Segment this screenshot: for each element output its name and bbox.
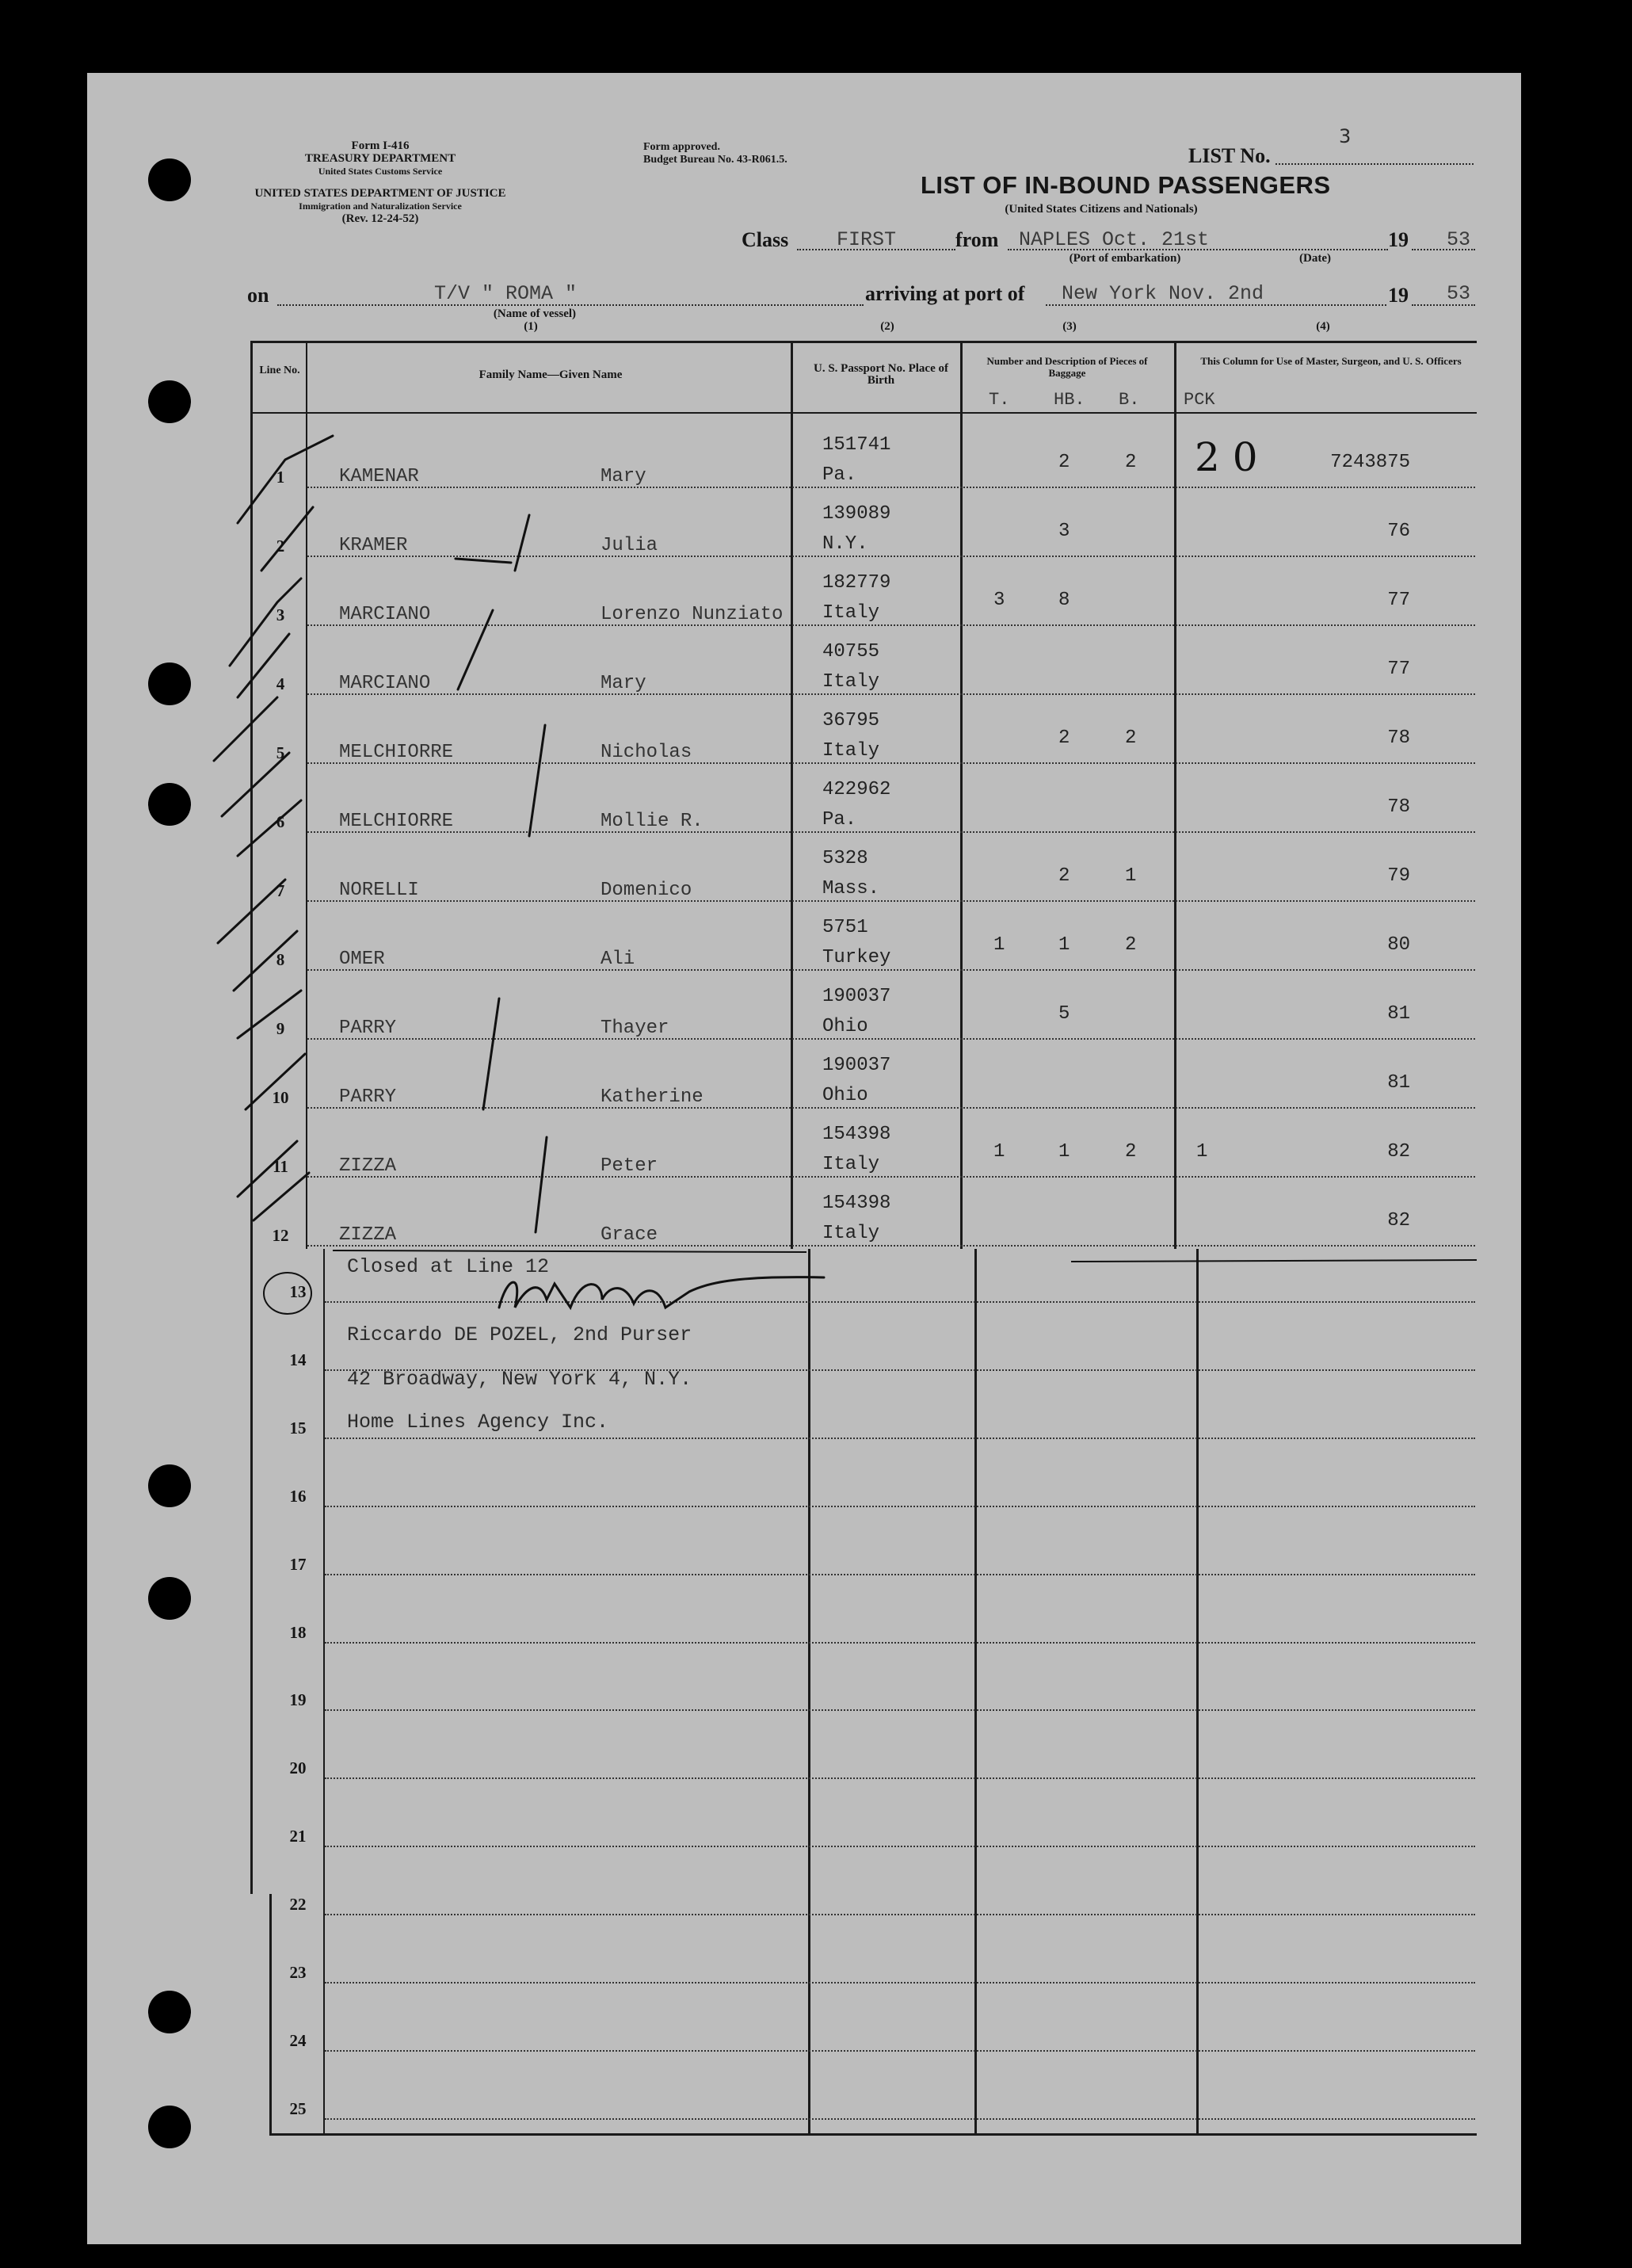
family-name: NORELLI	[339, 880, 419, 901]
col-header-baggage: Number and Description of Pieces of Baggage	[986, 355, 1148, 379]
signature	[499, 1277, 824, 1308]
place-of-birth: Ohio	[822, 1016, 868, 1037]
col-header-b: B.	[1119, 390, 1140, 410]
given-name: Katherine	[601, 1086, 704, 1108]
baggage-b: 1	[1125, 865, 1137, 887]
line-number: 3	[276, 605, 285, 624]
officer-code: 77	[1387, 590, 1410, 611]
year-prefix-1: 19	[1388, 228, 1409, 251]
line-number: 1	[276, 468, 285, 487]
line-number: 8	[276, 950, 285, 969]
col-num-3: (3)	[1062, 320, 1077, 333]
check-mark	[234, 931, 297, 991]
line-number: 23	[289, 1963, 307, 1982]
officer-handwritten-mark: 2 0	[1195, 434, 1258, 480]
passport-number: 422962	[822, 779, 891, 800]
check-mark	[238, 436, 333, 523]
agency-name: Home Lines Agency Inc.	[347, 1411, 609, 1434]
check-mark	[238, 991, 301, 1038]
passport-number: 182779	[822, 572, 891, 594]
check-mark	[238, 1141, 297, 1197]
line-number: 17	[289, 1554, 307, 1574]
officer-code: 7243875	[1330, 452, 1410, 473]
place-of-birth: Pa.	[822, 464, 857, 486]
place-of-birth: Italy	[822, 1154, 880, 1175]
line-number: 20	[289, 1758, 307, 1778]
arriving-label: arriving at port of	[865, 282, 1025, 305]
family-name: ZIZZA	[339, 1224, 397, 1246]
place-of-birth: Mass.	[822, 878, 880, 899]
col-header-name: Family Name—Given Name	[479, 368, 623, 381]
officer-code: 78	[1387, 796, 1410, 818]
baggage-hb: 1	[1058, 934, 1070, 956]
line-number: 10	[272, 1088, 289, 1107]
family-name: PARRY	[339, 1086, 397, 1108]
close-rule	[333, 1250, 806, 1252]
given-name: Julia	[601, 535, 658, 556]
baggage-b: 2	[1125, 1141, 1137, 1163]
baggage-t: 1	[993, 1141, 1005, 1163]
line-number: 15	[289, 1418, 307, 1438]
col-num-1: (1)	[524, 320, 538, 333]
baggage-b: 2	[1125, 452, 1137, 473]
closed-at-line: Closed at Line 12	[347, 1255, 550, 1278]
officer-code: 82	[1387, 1141, 1410, 1163]
form-approved: Form approved.	[643, 141, 720, 153]
from-value: NAPLES Oct. 21st	[1019, 228, 1210, 251]
baggage-b: 2	[1125, 727, 1137, 749]
baggage-hb: 5	[1058, 1003, 1070, 1025]
officer-code: 82	[1387, 1210, 1410, 1231]
place-of-birth: Italy	[822, 1223, 880, 1244]
passport-number: 139089	[822, 503, 891, 525]
list-no-value: 3	[1339, 125, 1352, 147]
line-number: 4	[276, 674, 285, 693]
check-mark	[529, 725, 545, 836]
line-number: 5	[276, 743, 285, 762]
family-name: MARCIANO	[339, 673, 431, 694]
from-label: from	[955, 228, 999, 251]
given-name: Lorenzo Nunziato	[601, 604, 784, 625]
passport-number: 154398	[822, 1124, 891, 1145]
line-number: 11	[273, 1157, 288, 1176]
officer-code: 78	[1387, 727, 1410, 749]
col-header-passport: U. S. Passport No. Place of Birth	[814, 362, 948, 387]
baggage-t: 3	[993, 590, 1005, 611]
col-num-2: (2)	[880, 320, 894, 333]
baggage-hb: 2	[1058, 865, 1070, 887]
family-name: PARRY	[339, 1018, 397, 1039]
baggage-t: 1	[993, 934, 1005, 956]
line-number: 7	[276, 881, 285, 900]
place-of-birth: Italy	[822, 740, 880, 762]
line-13-circle	[264, 1273, 311, 1314]
line-number: 2	[276, 536, 285, 556]
on-label: on	[247, 284, 269, 307]
page-title: LIST OF IN-BOUND PASSENGERS	[921, 171, 1331, 199]
check-mark	[222, 753, 289, 816]
col-header-line-no: Line No.	[259, 365, 300, 376]
budget-bureau: Budget Bureau No. 43-R061.5.	[643, 154, 787, 166]
line-number: 14	[289, 1350, 307, 1369]
check-mark	[483, 998, 499, 1109]
line-number: 13	[289, 1282, 307, 1301]
date-caption: (Date)	[1299, 252, 1331, 265]
passport-number: 5328	[822, 848, 868, 869]
purser-name: Riccardo DE POZEL, 2nd Purser	[347, 1323, 692, 1346]
line-number: 6	[276, 812, 285, 831]
close-rule	[1071, 1260, 1477, 1262]
place-of-birth: Italy	[822, 671, 880, 693]
place-of-birth: N.Y.	[822, 533, 868, 555]
passport-number: 5751	[822, 917, 868, 938]
family-name: ZIZZA	[339, 1155, 397, 1177]
check-mark	[218, 880, 285, 943]
officer-code: 81	[1387, 1072, 1410, 1094]
form-number: Form I-416	[351, 139, 410, 152]
officer-code: 80	[1387, 934, 1410, 956]
treasury-dept: TREASURY DEPARTMENT	[304, 152, 456, 165]
family-name: MARCIANO	[339, 604, 431, 625]
baggage-hb: 2	[1058, 727, 1070, 749]
check-mark	[456, 559, 511, 563]
check-mark	[230, 578, 301, 666]
family-name: MELCHIORRE	[339, 811, 454, 832]
family-name: OMER	[339, 949, 385, 970]
baggage-hb: 8	[1058, 590, 1070, 611]
officer-code: 81	[1387, 1003, 1410, 1025]
check-mark	[536, 1137, 547, 1232]
line-number: 12	[272, 1226, 289, 1245]
given-name: Mary	[601, 466, 646, 487]
check-mark	[238, 800, 301, 856]
pck-value: 1	[1196, 1141, 1208, 1163]
col-num-4: (4)	[1316, 320, 1330, 333]
passport-number: 154398	[822, 1193, 891, 1214]
passport-number: 190037	[822, 1055, 891, 1076]
place-of-birth: Turkey	[822, 947, 891, 968]
check-mark	[246, 1054, 305, 1109]
col-header-t: T.	[989, 390, 1010, 410]
family-name: MELCHIORRE	[339, 742, 454, 763]
list-no-label: LIST No.	[1188, 144, 1271, 167]
line-number: 9	[276, 1019, 285, 1038]
passport-number: 36795	[822, 710, 880, 731]
given-name: Ali	[601, 949, 635, 970]
check-mark	[458, 610, 493, 689]
passport-number: 40755	[822, 641, 880, 662]
passport-number: 190037	[822, 986, 891, 1007]
given-name: Domenico	[601, 880, 692, 901]
vessel-caption: (Name of vessel)	[493, 307, 577, 320]
class-value: FIRST	[837, 228, 897, 251]
passport-number: 151741	[822, 434, 891, 456]
baggage-hb: 2	[1058, 452, 1070, 473]
check-mark	[515, 515, 529, 571]
col-header-pck: PCK	[1184, 390, 1215, 410]
officer-code: 79	[1387, 865, 1410, 887]
year-value-2: 53	[1447, 282, 1471, 305]
place-of-birth: Italy	[822, 602, 880, 624]
officer-code: 77	[1387, 659, 1410, 680]
justice-dept: UNITED STATES DEPARTMENT OF JUSTICE	[254, 187, 506, 200]
line-number: 24	[289, 2030, 307, 2050]
given-name: Grace	[601, 1224, 658, 1246]
year-prefix-2: 19	[1388, 284, 1409, 307]
port-caption: (Port of embarkation)	[1069, 252, 1181, 265]
given-name: Peter	[601, 1155, 658, 1177]
col-header-officers: This Column for Use of Master, Surgeon, and U. S. Officers	[1200, 355, 1462, 367]
class-label: Class	[742, 228, 789, 251]
col-header-hb: HB.	[1054, 390, 1085, 410]
vessel-value: T/V " ROMA "	[434, 282, 578, 305]
line-number: 19	[289, 1690, 307, 1710]
given-name: Mary	[601, 673, 646, 694]
place-of-birth: Ohio	[822, 1085, 868, 1106]
line-number: 22	[289, 1895, 307, 1915]
given-name: Thayer	[601, 1018, 669, 1039]
ins-service: Immigration and Naturalization Service	[299, 200, 462, 212]
family-name: KRAMER	[339, 535, 408, 556]
baggage-hb: 3	[1058, 521, 1070, 542]
form-revision: (Rev. 12-24-52)	[341, 212, 419, 225]
line-number: 25	[289, 2098, 307, 2118]
arrival-port-value: New York Nov. 2nd	[1062, 282, 1264, 305]
family-name: KAMENAR	[339, 466, 419, 487]
given-name: Mollie R.	[601, 811, 704, 832]
check-mark	[214, 697, 277, 761]
agency-address: 42 Broadway, New York 4, N.Y.	[347, 1368, 692, 1391]
customs-service: United States Customs Service	[318, 166, 443, 177]
page-subtitle: (United States Citizens and Nationals)	[1005, 203, 1198, 216]
check-mark	[261, 507, 313, 571]
baggage-hb: 1	[1058, 1141, 1070, 1163]
place-of-birth: Pa.	[822, 809, 857, 830]
year-value-1: 53	[1447, 228, 1471, 251]
baggage-b: 2	[1125, 934, 1137, 956]
line-number: 16	[289, 1486, 307, 1506]
line-number: 18	[289, 1622, 307, 1642]
given-name: Nicholas	[601, 742, 692, 763]
line-number: 21	[289, 1827, 307, 1846]
officer-code: 76	[1387, 521, 1410, 542]
check-mark	[254, 1173, 309, 1220]
